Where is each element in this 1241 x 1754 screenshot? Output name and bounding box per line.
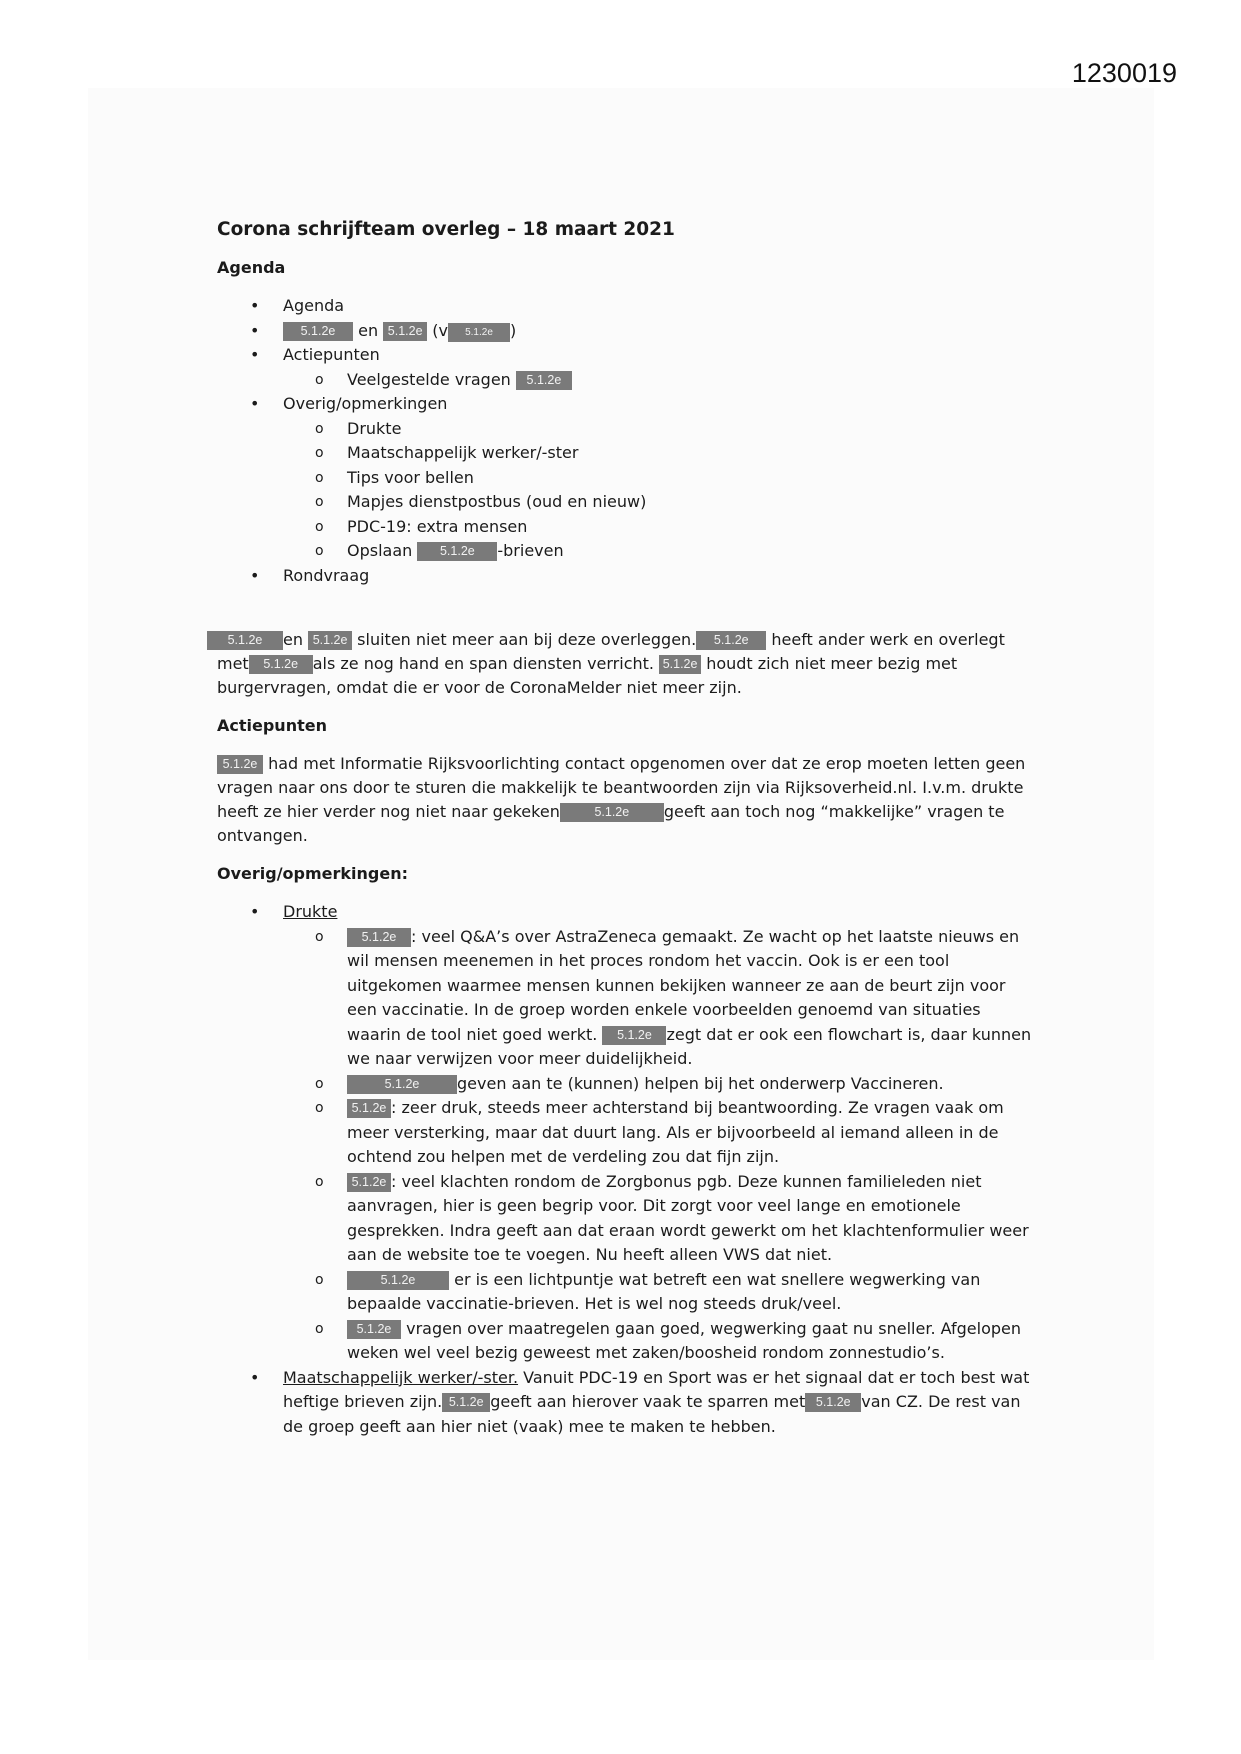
redaction-box: 5.1.2e bbox=[696, 631, 766, 650]
drukte-sublist bbox=[283, 925, 1032, 1366]
drukte-subitem: o 5.1.2e : veel Q&A’s over AstraZeneca gemaakt. Ze wacht op het laatste nieuws en wil mensen meenemen in het proces rondom het vaccin. Ook is er een tool uitgekomen waarmee mensen kunnen bekijken wanneer ze aan de beurt zijn voor een vaccinatie. In de groep worden enkele voorbeelden genoemd van situaties waarin de tool niet goed werkt. 5.1.2e zegt dat er ook een flowchart is, daar kunnen we naar verwijzen voor meer duidelijkheid. bbox=[283, 925, 1032, 1072]
agenda-item: • Overig/opmerkingen o Drukte o Maatschappelijk werker/-ster o Tips voor bellen o Mapjes dienstpostbus (oud en nieuw) o PDC-19: extra mensen o Opslaan 5.1.2e -brieven bbox=[217, 392, 1032, 564]
agenda-item: • 5.1.2e en 5.1.2e (v 5.1.2e ) bbox=[217, 319, 1032, 344]
agenda-subitem: o Opslaan 5.1.2e -brieven bbox=[283, 539, 1032, 564]
redaction-box: 5.1.2e bbox=[347, 1099, 391, 1118]
redaction-box: 5.1.2e bbox=[417, 542, 497, 561]
redaction-box: 5.1.2e bbox=[448, 323, 510, 342]
agenda-item: • Agenda bbox=[217, 294, 1032, 319]
agenda-list bbox=[217, 294, 1032, 588]
redaction-box: 5.1.2e bbox=[516, 371, 572, 390]
agenda-subitem: o Mapjes dienstpostbus (oud en nieuw) bbox=[283, 490, 1032, 515]
actiepunten-paragraph: 5.1.2e had met Informatie Rijksvoorlichting contact opgenomen over dat ze erop moeten letten geen vragen naar ons door te sturen die makkelijk te beantwoorden zijn via Rijksoverheid.nl. I.v.m. drukte heeft ze hier verder nog niet naar gekeken 5.1.2e geeft aan toch nog “makkelijke” vragen te ontvangen. bbox=[217, 754, 1026, 845]
agenda-subitem: o Veelgestelde vragen 5.1.2e bbox=[283, 368, 1032, 393]
redaction-box: 5.1.2e bbox=[347, 928, 411, 947]
drukte-subitem: o 5.1.2e er is een lichtpuntje wat betreft een wat snellere wegwerking van bepaalde vaccinatie-brieven. Het is wel nog steeds druk/veel. bbox=[283, 1268, 1032, 1317]
intro-paragraph: 5.1.2e en 5.1.2e sluiten niet meer aan bij deze overleggen. 5.1.2e heeft ander werk en overlegt met 5.1.2e als ze nog hand en span diensten verricht. 5.1.2e houdt zich niet meer bezig met burgervragen, omdat die er voor de CoronaMelder niet meer zijn. bbox=[217, 628, 1032, 700]
overig-item: • Maatschappelijk werker/-ster. Vanuit PDC-19 en Sport was er het signaal dat er toch best wat heftige brieven zijn. 5.1.2e geeft aan hierover vaak te sparren met 5.1.2e van CZ. De rest van de groep geeft aan hier niet (vaak) mee te maken te hebben. bbox=[217, 1366, 1032, 1440]
redaction-box: 5.1.2e bbox=[560, 803, 664, 822]
redaction-box: 5.1.2e bbox=[283, 322, 353, 341]
redaction-box: 5.1.2e bbox=[207, 631, 283, 650]
overig-item: • Drukte o 5.1.2e : veel Q&A’s over AstraZeneca gemaakt. Ze wacht op het laatste nieuws en wil mensen meenemen in het proces rondom het vaccin. Ook is er een tool uitgekomen waarmee mensen kunnen bekijken wanneer ze aan de beurt zijn voor een vaccinatie. In de groep worden enkele voorbeelden genoemd van situaties waarin de tool niet goed werkt. 5.1.2e zegt dat er ook een flowchart is, daar kunnen we naar verwijzen voor meer duidelijkheid. o 5.1.2e geven aan te (kunnen) helpen bij het onderwerp Vaccineren. o 5.1.2e : zeer druk, steeds meer achterstand bij beantwoording. Ze vragen vaak om meer versterking, maar dat duurt lang. Als er bijvoorbeeld al iemand alleen in de ochtend zou helpen met de verdeling zou dat fijn zijn. o 5.1.2e : veel klachten rondom de Zorgbonus pgb. Deze kunnen familieleden niet aanvragen, hier is geen begrip voor. Dit zorgt voor veel lange en emotionele gesprekken. Indra geeft aan dat eraan wordt gewerkt om het klachtenformulier weer aan de website toe te voegen. Nu heeft alleen VWS dat niet. o 5.1.2e er is een lichtpuntje wat betreft een wat snellere wegwerking van bepaalde vaccinatie-brieven. Het is wel nog steeds druk/veel. o 5.1.2e vragen over maatregelen gaan goed, wegwerking gaat nu sneller. Afgelopen weken wel veel bezig geweest met zaken/boosheid rondom zonnestudio’s. bbox=[217, 900, 1032, 1366]
agenda-subitem: o Maatschappelijk werker/-ster bbox=[283, 441, 1032, 466]
redaction-box: 5.1.2e bbox=[347, 1075, 457, 1094]
redaction-box: 5.1.2e bbox=[308, 631, 352, 650]
redaction-box: 5.1.2e bbox=[249, 655, 313, 674]
document-body bbox=[217, 218, 1032, 1453]
redaction-box: 5.1.2e bbox=[347, 1173, 391, 1192]
agenda-subitem: o PDC-19: extra mensen bbox=[283, 515, 1032, 540]
overig-heading: Overig/opmerkingen: bbox=[217, 864, 409, 883]
redaction-box: 5.1.2e bbox=[383, 322, 427, 341]
redaction-box: 5.1.2e bbox=[347, 1320, 401, 1339]
drukte-subitem: o 5.1.2e : veel klachten rondom de Zorgbonus pgb. Deze kunnen familieleden niet aanvragen, hier is geen begrip voor. Dit zorgt voor veel lange en emotionele gesprekken. Indra geeft aan dat eraan wordt gewerkt om het klachtenformulier weer aan de website toe te voegen. Nu heeft alleen VWS dat niet. bbox=[283, 1170, 1032, 1268]
agenda-subitem: o Tips voor bellen bbox=[283, 466, 1032, 491]
agenda-item: • Actiepunten o Veelgestelde vragen 5.1.2e bbox=[217, 343, 1032, 392]
redaction-box: 5.1.2e bbox=[347, 1271, 449, 1290]
agenda-sublist bbox=[283, 368, 1032, 393]
redaction-box: 5.1.2e bbox=[805, 1393, 861, 1412]
agenda-item: • Rondvraag bbox=[217, 564, 1032, 589]
agenda-heading: Agenda bbox=[217, 258, 286, 277]
agenda-subitem: o Drukte bbox=[283, 417, 1032, 442]
agenda-sublist bbox=[283, 417, 1032, 564]
redaction-box: 5.1.2e bbox=[659, 655, 701, 674]
document-title: Corona schrijfteam overleg – 18 maart 2021 bbox=[217, 219, 675, 240]
overig-list bbox=[217, 900, 1032, 1439]
drukte-subitem: o 5.1.2e vragen over maatregelen gaan goed, wegwerking gaat nu sneller. Afgelopen weken wel veel bezig geweest met zaken/boosheid rondom zonnestudio’s. bbox=[283, 1317, 1032, 1366]
actiepunten-heading: Actiepunten bbox=[217, 716, 327, 735]
drukte-subitem: o 5.1.2e geven aan te (kunnen) helpen bij het onderwerp Vaccineren. bbox=[283, 1072, 1032, 1097]
redaction-box: 5.1.2e bbox=[442, 1393, 490, 1412]
drukte-subitem: o 5.1.2e : zeer druk, steeds meer achterstand bij beantwoording. Ze vragen vaak om meer versterking, maar dat duurt lang. Als er bijvoorbeeld al iemand alleen in de ochtend zou helpen met de verdeling zou dat fijn zijn. bbox=[283, 1096, 1032, 1170]
redaction-box: 5.1.2e bbox=[217, 755, 263, 774]
document-number: 1230019 bbox=[1071, 58, 1177, 88]
redaction-box: 5.1.2e bbox=[602, 1026, 666, 1045]
